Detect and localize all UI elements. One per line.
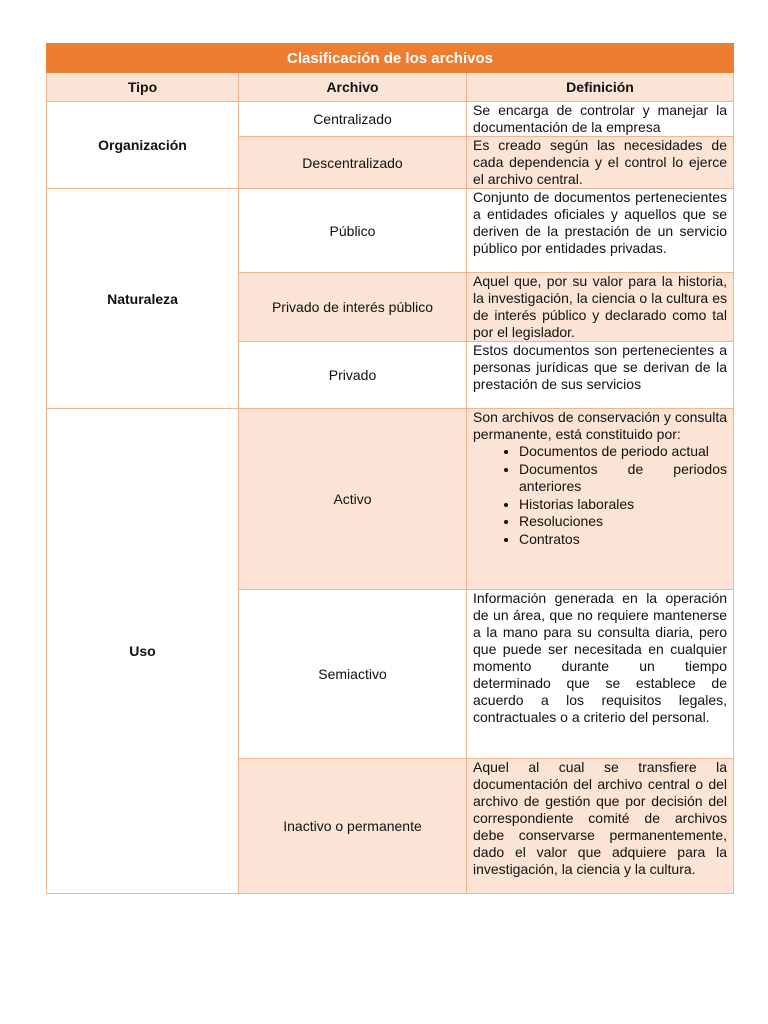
list-item: • Contratos <box>519 531 727 549</box>
archivo-cell: Centralizado <box>239 102 467 137</box>
archivo-cell: Privado <box>239 342 467 409</box>
list-item: • Historias laborales <box>519 496 727 514</box>
header-archivo: Archivo <box>239 73 467 102</box>
archivo-cell: Privado de interés público <box>239 273 467 342</box>
archivo-cell: Inactivo o permanente <box>239 759 467 894</box>
header-tipo: Tipo <box>47 73 239 102</box>
definicion-cell: Aquel al cual se transfiere la documentación del archivo central o del archivo de gestión que por decisión del correspondiente comité de archivos debe conservarse permanentemente, dado el valor que adquiere para la investigación, la ciencia y la cultura. <box>467 759 734 894</box>
table-title-row <box>47 44 734 73</box>
definicion-cell: Aquel que, por su valor para la historia, la investigación, la ciencia o la cultura es de interés público y declarado como tal por el legislador. <box>467 273 734 342</box>
archivo-cell: Público <box>239 189 467 273</box>
definicion-cell: Estos documentos son pertenecientes a personas jurídicas que se derivan de la prestación de sus servicios <box>467 342 734 409</box>
header-definicion: Definición <box>467 73 734 102</box>
list-item: • Documentos de periodo actual <box>519 443 727 461</box>
list-item: • Documentos de periodos anteriores <box>519 461 727 496</box>
tipo-naturaleza: Naturaleza <box>47 189 239 409</box>
table-row <box>47 189 734 273</box>
table-header-row <box>47 73 734 102</box>
bullet-list <box>473 443 727 548</box>
archivo-cell: Activo <box>239 409 467 590</box>
archivo-cell: Semiactivo <box>239 590 467 759</box>
definicion-cell: Es creado según las necesidades de cada dependencia y el control lo ejerce el archivo central. <box>467 137 734 189</box>
definicion-cell: Información generada en la operación de un área, que no requiere mantenerse a la mano para su consulta diaria, pero que puede ser necesitada en cualquier momento durante un tiempo determinado que se establece de acuerdo a los requisitos legales, contractuales o a criterio del personal. <box>467 590 734 759</box>
definicion-text: Son archivos de conservación y consulta permanente, está constituido por: <box>473 409 728 442</box>
definicion-cell: Se encarga de controlar y manejar la documentación de la empresa <box>467 102 734 137</box>
definicion-cell-activo <box>467 409 734 590</box>
definicion-cell: Conjunto de documentos pertenecientes a entidades oficiales y aquellos que se deriven de la prestación de un servicio público por entidades privadas. <box>467 189 734 273</box>
list-item: • Resoluciones <box>519 513 727 531</box>
table-row <box>47 102 734 137</box>
table-row <box>47 409 734 590</box>
tipo-uso: Uso <box>47 409 239 894</box>
table-title: Clasificación de los archivos <box>47 44 734 73</box>
tipo-organizacion: Organización <box>47 102 239 189</box>
document-page <box>46 43 733 894</box>
classification-table <box>46 43 734 894</box>
archivo-cell: Descentralizado <box>239 137 467 189</box>
